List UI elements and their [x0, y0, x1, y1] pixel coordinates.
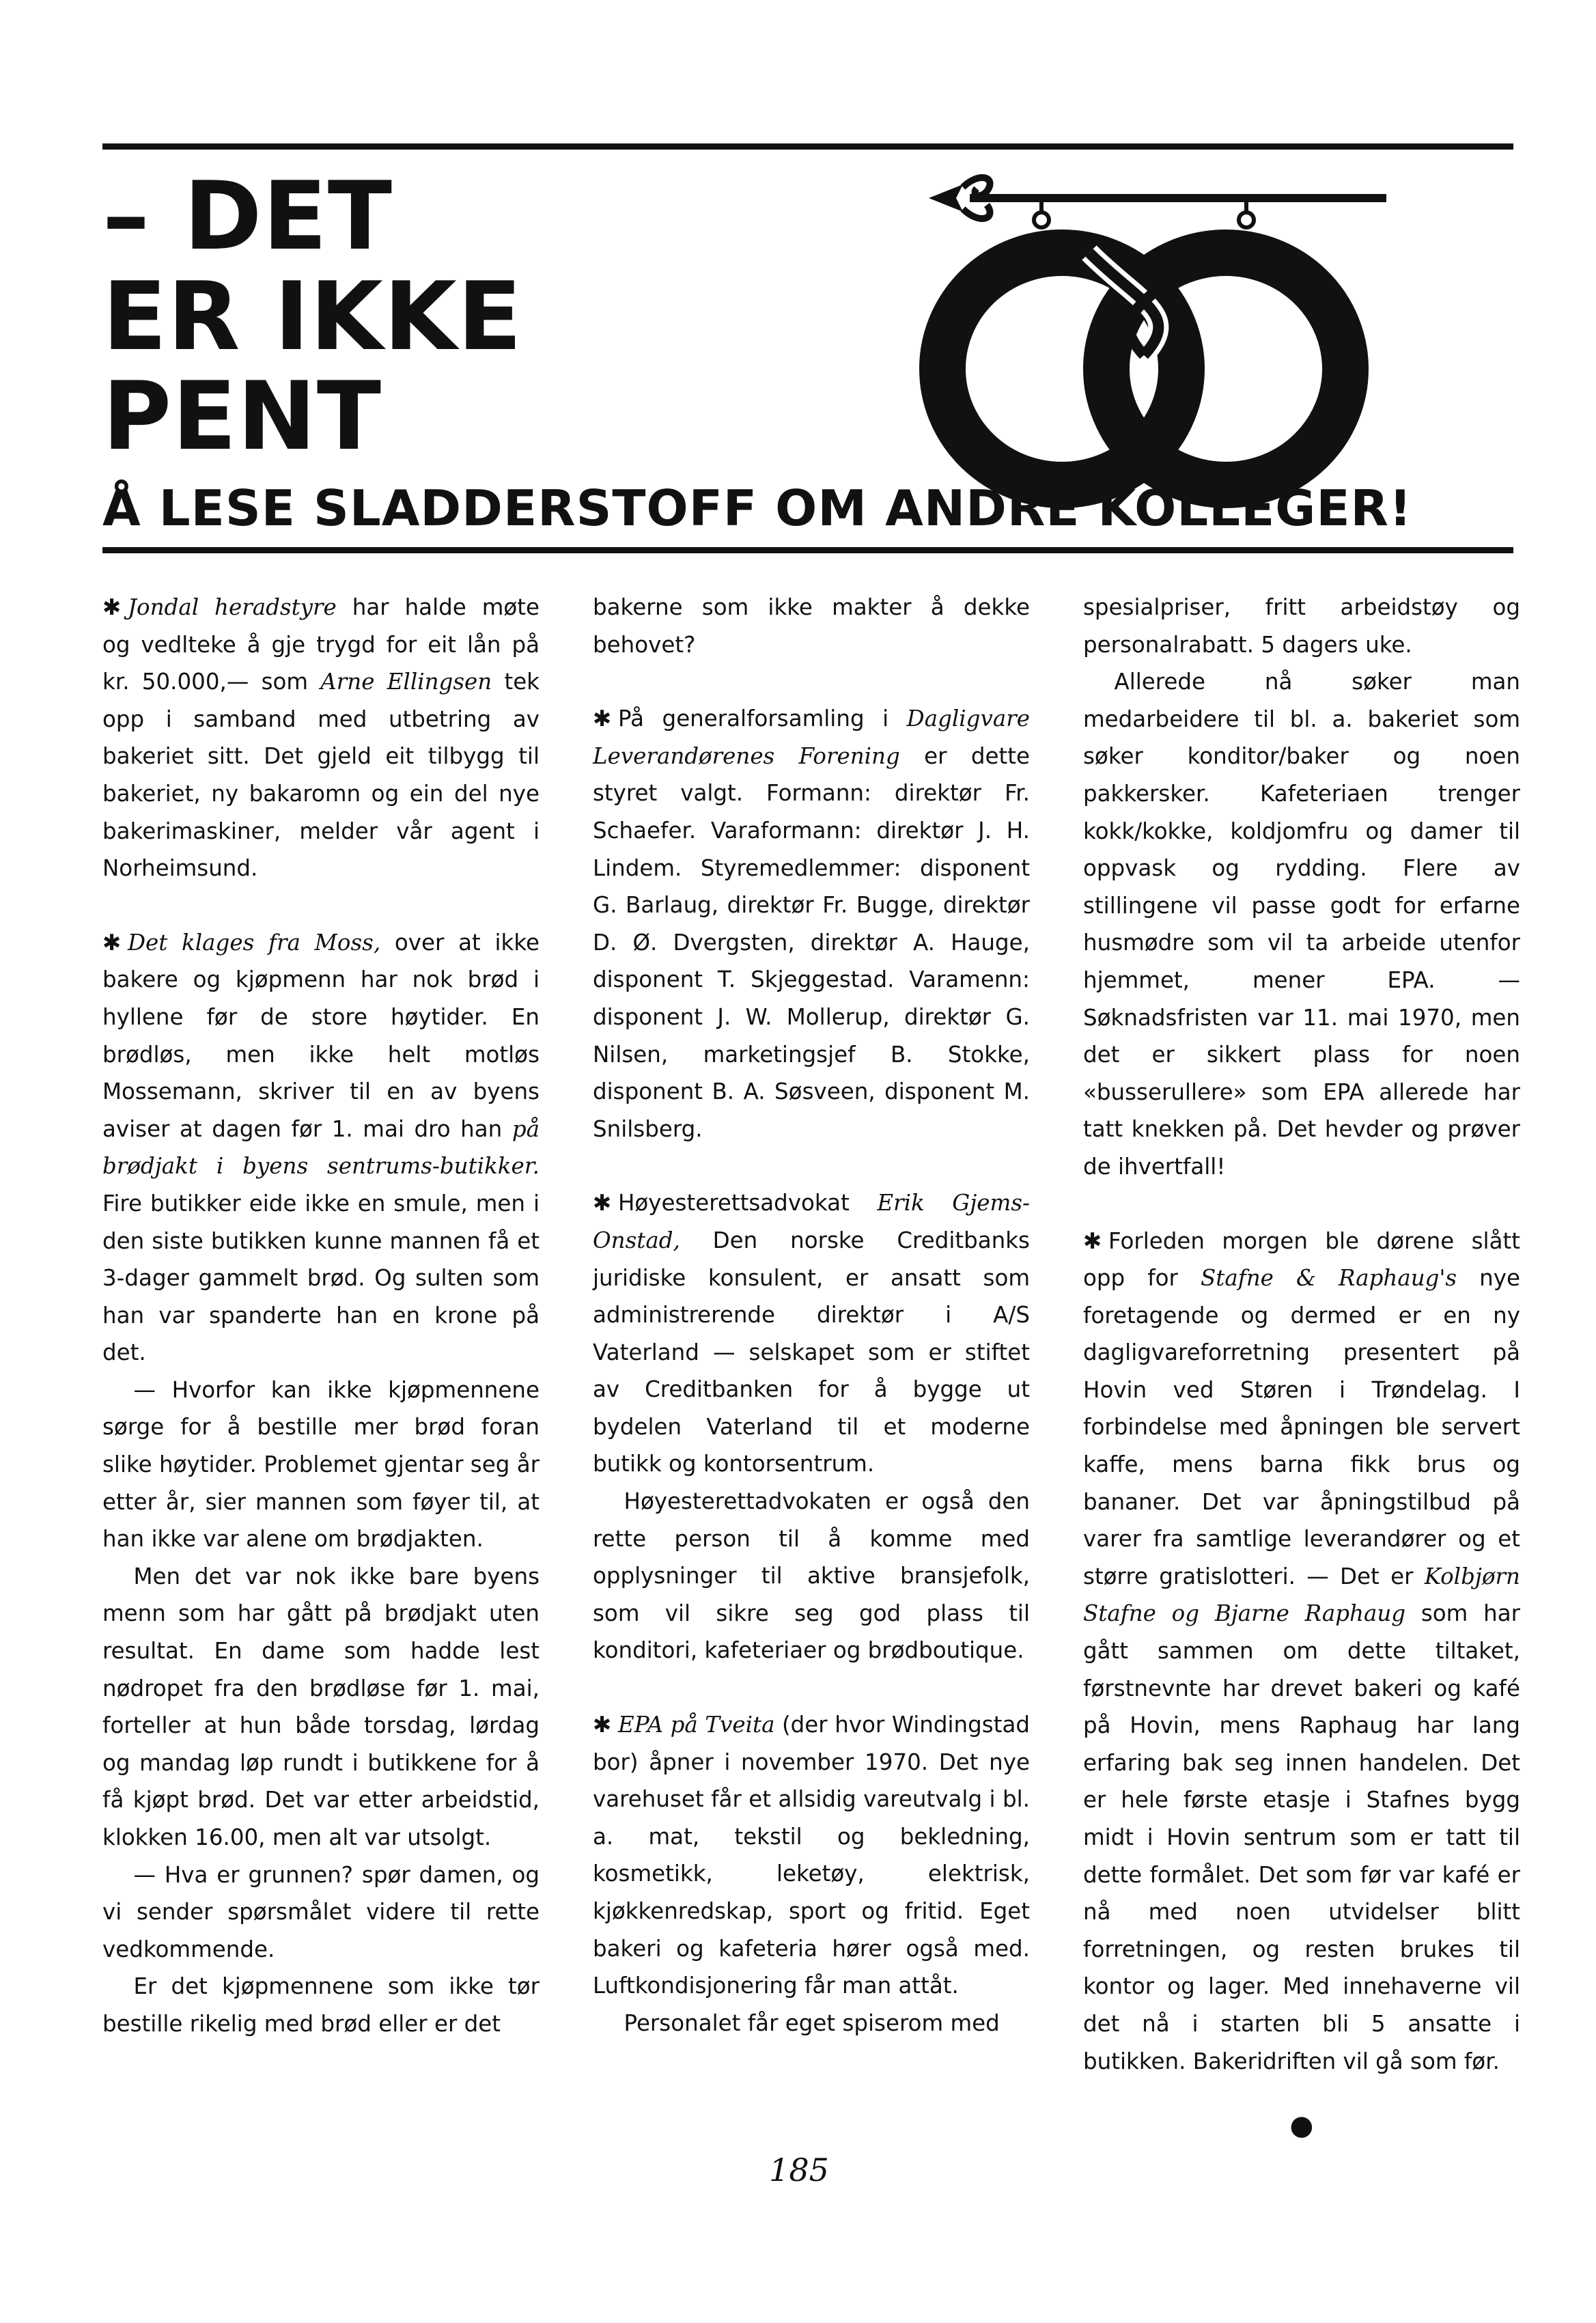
- asterisk-marker: ✱: [102, 594, 122, 620]
- paragraph: [102, 1558, 540, 1856]
- body-text: nye foretagende og dermed er en ny dagligvareforretning presentert på Hovin ved Støren i Trøndelag. I forbindelse med åpningen ble servert kaffe, mens barna fikk brus og bananer. Det var åpningstilbud på varer fra samtlige leverandører og et større gratislotteri. — Det er: [1083, 1265, 1520, 1589]
- body-text: Er det kjøpmennene som ikke tør bestille rikelig med brød eller er det: [102, 1973, 540, 2037]
- emphasis-text: på brødjakt i byens sentrums-butikker.: [102, 1115, 540, 1180]
- emphasis-text: EPA på Tveita: [617, 1712, 775, 1738]
- emphasis-text: Jondal heradstyre: [127, 594, 337, 620]
- body-text: Den norske Creditbanks juridiske konsulent, er ansatt som administrerende direktør i A/S Vaterland — selskapet som er stiftet av Creditbanken for å bygge ut bydelen Vaterland til et moderne butikk og kontorsentrum.: [593, 1227, 1030, 1477]
- emphasis-text: Stafne & Raphaug's: [1201, 1265, 1457, 1292]
- paragraph: [1083, 589, 1520, 663]
- paragraph: [102, 924, 540, 1372]
- subheading: Å LESE SLADDERSTOFF OM ANDRE KOLLEGER!: [102, 479, 1412, 537]
- body-text: bakerne som ikke makter å dekke behovet?: [593, 594, 1030, 658]
- section-rule: [102, 547, 1513, 553]
- paragraph: [593, 1706, 1030, 2005]
- top-rule: [102, 143, 1513, 150]
- body-text: Allerede nå søker man medarbeidere til bl. a. bakeriet som søker konditor/baker og noen pakkersker. Kafeteriaen trenger kokk/kokke, koldjomfru og damer til oppvask og rydding. Flere av stillingene vil passe godt for erfarne husmødre som vil ta arbeide utenfor hjemmet, mener EPA. — Søknadsfristen var 11. mai 1970, men det er sikkert plass for noen «busserullere» som EPA allerede har tatt knekken på. Det hevder og prøver de ihvertfall!: [1083, 669, 1520, 1180]
- paragraph: [1083, 663, 1520, 1185]
- body-text: Men det var nok ikke bare byens menn som har gått på brødjakt uten resultat. En dame som hadde lest nødropet fra den brødløse før 1. mai, forteller at hun både torsdag, lørdag og mandag løp rundt i butikkene for å få kjøpt brød. Det var etter arbeidstid, klokken 16.00, men alt var utsolgt.: [102, 1563, 540, 1850]
- headline-line-1: – DET: [102, 161, 393, 271]
- asterisk-marker: ✱: [593, 1712, 612, 1738]
- paragraph: [102, 589, 540, 887]
- paragraph: [593, 589, 1030, 663]
- body-text: Personalet får eget spiserom med: [624, 2009, 1000, 2036]
- article-column-1: [102, 589, 540, 2043]
- emphasis-text: Dagligvare Leverandørenes Forening: [593, 706, 1030, 769]
- body-text: Høyesterettsadvokat: [617, 1190, 878, 1216]
- emphasis-text: Kolbjørn Stafne og Bjarne Raphaug: [1083, 1563, 1520, 1627]
- page-number: 185: [769, 2152, 829, 2188]
- paragraph: [593, 2005, 1030, 2042]
- body-text: har halde møte og vedlteke å gje trygd for eit lån på kr. 50.000,— som: [102, 594, 540, 695]
- asterisk-marker: ✱: [593, 706, 612, 732]
- paragraph: [1083, 1223, 1520, 2081]
- headline-line-3: PENT: [102, 361, 382, 471]
- paragraph: [102, 1372, 540, 1558]
- headline-line-2: ER IKKE: [102, 262, 523, 372]
- body-text: tek opp i samband med utbetring av bakeriet sitt. Det gjeld eit tilbygg til bakeriet, ny bakaromn og ein del nye bakerimaskiner, melder vår agent i Norheimsund.: [102, 669, 540, 882]
- asterisk-marker: ✱: [593, 1190, 612, 1216]
- emphasis-text: Erik Gjems-Onstad,: [593, 1190, 1030, 1253]
- body-text: Forleden morgen ble dørene slått opp for: [1083, 1227, 1520, 1292]
- body-text: På generalforsamling i: [617, 706, 907, 732]
- article-column-3: [1083, 589, 1520, 2145]
- end-bullet: ●: [1289, 2110, 1314, 2142]
- emphasis-text: Det klages fra Moss,: [127, 929, 381, 956]
- body-text: — Hva er grunnen? spør damen, og vi sender spørsmålet videre til rette vedkommende.: [102, 1861, 540, 1962]
- paragraph: [593, 1184, 1030, 1483]
- article-column-2: [593, 589, 1030, 2042]
- body-text: — Hvorfor kan ikke kjøpmennene sørge for å bestille mer brød foran slike høytider. Problemet gjentar seg år etter år, sier mannen som føyer til, at han ikke var alene om brødjakten.: [102, 1376, 540, 1553]
- paragraph: [593, 1483, 1030, 1669]
- paragraph: [102, 1856, 540, 1969]
- body-text: som har gått sammen om dette tiltaket, førstnevnte har drevet bakeri og kafé på Hovin, mens Raphaug har lang erfaring bak seg innen handelen. Det er hele første etasje i Stafnes bygg midt i Hovin sentrum som er tatt til dette formålet. Det som før var kafé er nå med noen utvidelser blitt forretningen, og resten brukes til kontor og lager. Med innehaverne vil det nå i starten bli 5 ansatte i butikken. Bakeridriften vil gå som før.: [1083, 1600, 1520, 2074]
- body-text: Høyesterettadvokaten er også den rette person til å komme med opplysninger til aktive bransjefolk, som vil sikre seg god plass til konditori, kafeteriaer og brødboutique.: [593, 1488, 1030, 1664]
- emphasis-text: Arne Ellingsen: [320, 669, 492, 695]
- body-text: spesialpriser, fritt arbeidstøy og personalrabatt. 5 dagers uke.: [1083, 594, 1520, 658]
- asterisk-marker: ✱: [102, 929, 122, 956]
- body-text: (der hvor Windingstad bor) åpner i november 1970. Det nye varehuset får et allsidig vareutvalg i bl. a. mat, tekstil og bekledning, kosmetikk, leketøy, elektrisk, kjøkkenredskap, sport og fritid. Eget bakeri og kafeteria hører også med. Luftkondisjonering får man attåt.: [593, 1712, 1030, 1999]
- asterisk-marker: ✱: [1083, 1227, 1102, 1254]
- body-text: over at ikke bakere og kjøpmenn har nok brød i hyllene før de store høytider. En brødløs, men ikke helt motløs Mossemann, skriver til en av byens aviser at dagen før 1. mai dro han: [102, 929, 540, 1142]
- paragraph: [102, 1968, 540, 2042]
- paragraph: [593, 700, 1030, 1147]
- body-text: Fire butikker eide ikke en smule, men i den siste butikken kunne mannen få et 3-dager gammelt brød. Og sulten som han var spanderte han en krone på det.: [102, 1190, 540, 1366]
- body-text: er dette styret valgt. Formann: direktør Fr. Schaefer. Varaformann: direktør J. H. Lindem. Styremedlemmer: disponent G. Barlaug, direktør Fr. Bugge, direktør D. Ø. Dvergsten, direktør A. Hauge, disponent T. Skjeggestad. Varamenn: disponent J. W. Mollerup, direktør G. Nilsen, marketingsjef B. Stokke, disponent B. A. Søsveen, disponent M. Snilsberg.: [593, 742, 1030, 1142]
